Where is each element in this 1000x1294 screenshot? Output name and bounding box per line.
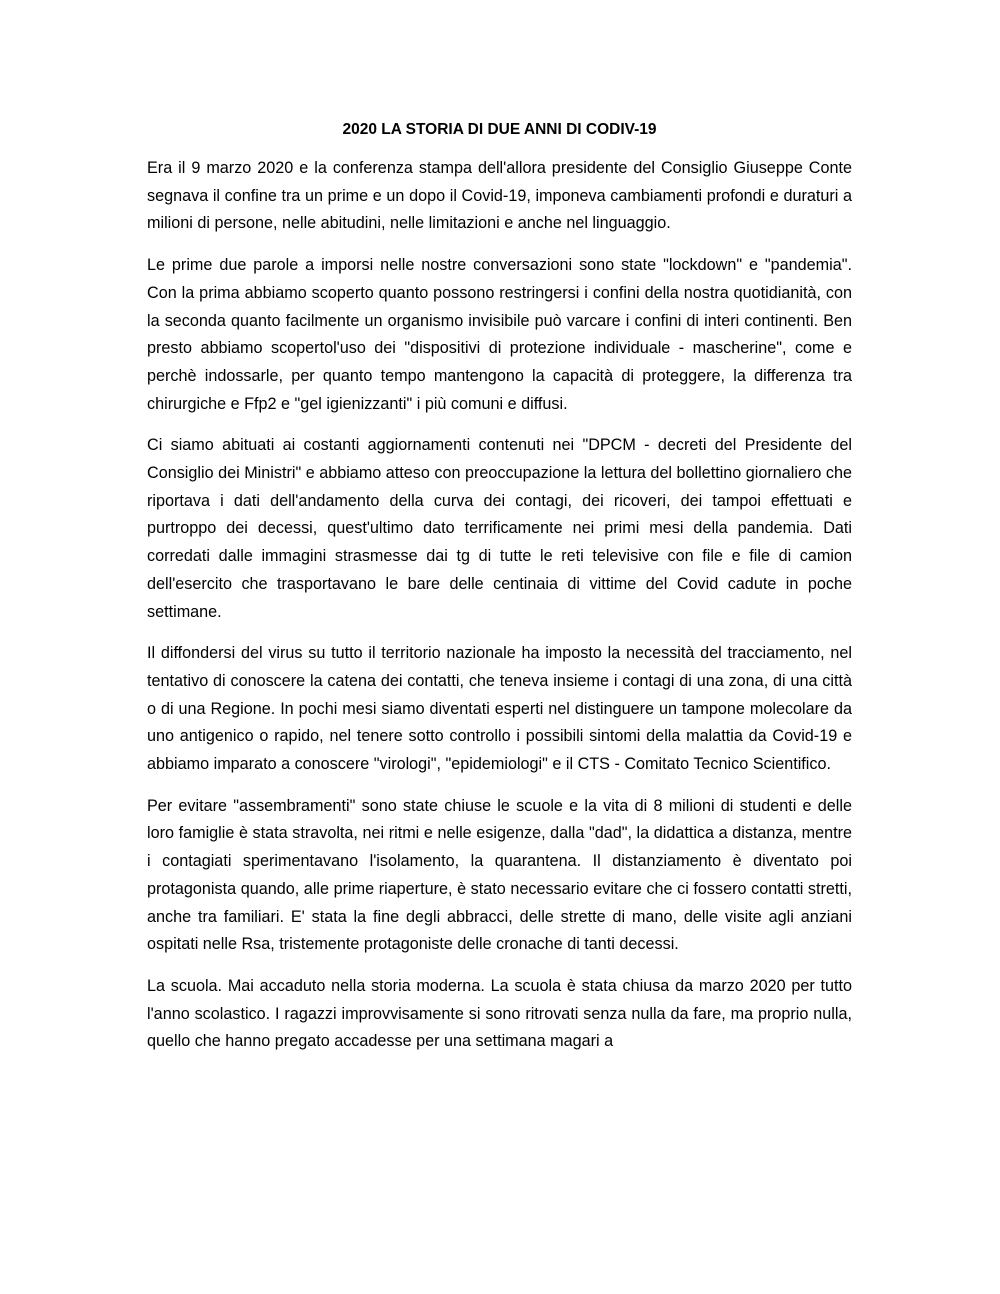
paragraph-2: Le prime due parole a imporsi nelle nostre conversazioni sono state "lockdown" e "pandemia". Con la prima abbiamo scoperto quanto possono restringersi i confini della nostra quotidianità, con la seconda quanto facilmente un organismo invisibile può varcare i confini di interi continenti. Ben presto abbiamo scopertol'uso dei "dispositivi di protezione individuale - mascherine", come e perchè indossarle, per quanto tempo mantengono la capacità di proteggere, la differenza tra chirurgiche e Ffp2 e "gel igienizzanti" i più comuni e diffusi.: [147, 256, 852, 413]
document-title: 2020 LA STORIA DI DUE ANNI DI CODIV-19: [342, 121, 657, 138]
paragraph-6: La scuola. Mai accaduto nella storia moderna. La scuola è stata chiusa da marzo 2020 per tutto l'anno scolastico. I ragazzi improvvisamente si sono ritrovati senza nulla da fare, ma proprio nulla, quello che hanno pregato accadesse per una settimana magari a: [147, 976, 852, 1051]
paragraph-4: Il diffondersi del virus su tutto il territorio nazionale ha imposto la necessità del tracciamento, nel tentativo di conoscere la catena dei contatti, che teneva insieme i contagi di una zona, di una città o di una Regione. In pochi mesi siamo diventati esperti nel distinguere un tampone molecolare da uno antigenico o rapido, nel tenere sotto controllo i possibili sintomi della malattia da Covid-19 e abbiamo imparato a conoscere "virologi", "epidemiologi" e il CTS - Comitato Tecnico Scientifico.: [147, 644, 852, 774]
paragraph-1: Era il 9 marzo 2020 e la conferenza stampa dell'allora presidente del Consiglio Giuseppe Conte segnava il confine tra un prime e un dopo il Covid-19, imponeva cambiamenti profondi e duraturi a milioni di persone, nelle abitudini, nelle limitazioni e anche nel linguaggio.: [147, 159, 852, 233]
document-page: [147, 118, 852, 1070]
paragraph-3: Ci siamo abituati ai costanti aggiornamenti contenuti nei "DPCM - decreti del Presidente del Consiglio dei Ministri" e abbiamo atteso con preoccupazione la lettura del bollettino giornaliero che riportava i dati dell'andamento della curva dei contagi, dei ricoveri, dei tampoi effettuati e purtroppo dei decessi, quest'ultimo dato terrificamente nei primi mesi della pandemia. Dati corredati dalle immagini strasmesse dai tg di tutte le reti televisive con file e file di camion dell'esercito che trasportavano le bare delle centinaia di vittime del Covid cadute in poche settimane.: [147, 436, 852, 621]
paragraph-5: Per evitare "assembramenti" sono state chiuse le scuole e la vita di 8 milioni di studenti e delle loro famiglie è stata stravolta, nei ritmi e nelle esigenze, dalla "dad", la didattica a distanza, mentre i contagiati sperimentavano l'isolamento, la quarantena. Il distanziamento è diventato poi protagonista quando, alle prime riaperture, è stato necessario evitare che ci fossero contatti stretti, anche tra familiari. E' stata la fine degli abbracci, delle strette di mano, delle visite agli anziani ospitati nelle Rsa, tristemente protagoniste delle cronache di tanti decessi.: [147, 796, 852, 954]
